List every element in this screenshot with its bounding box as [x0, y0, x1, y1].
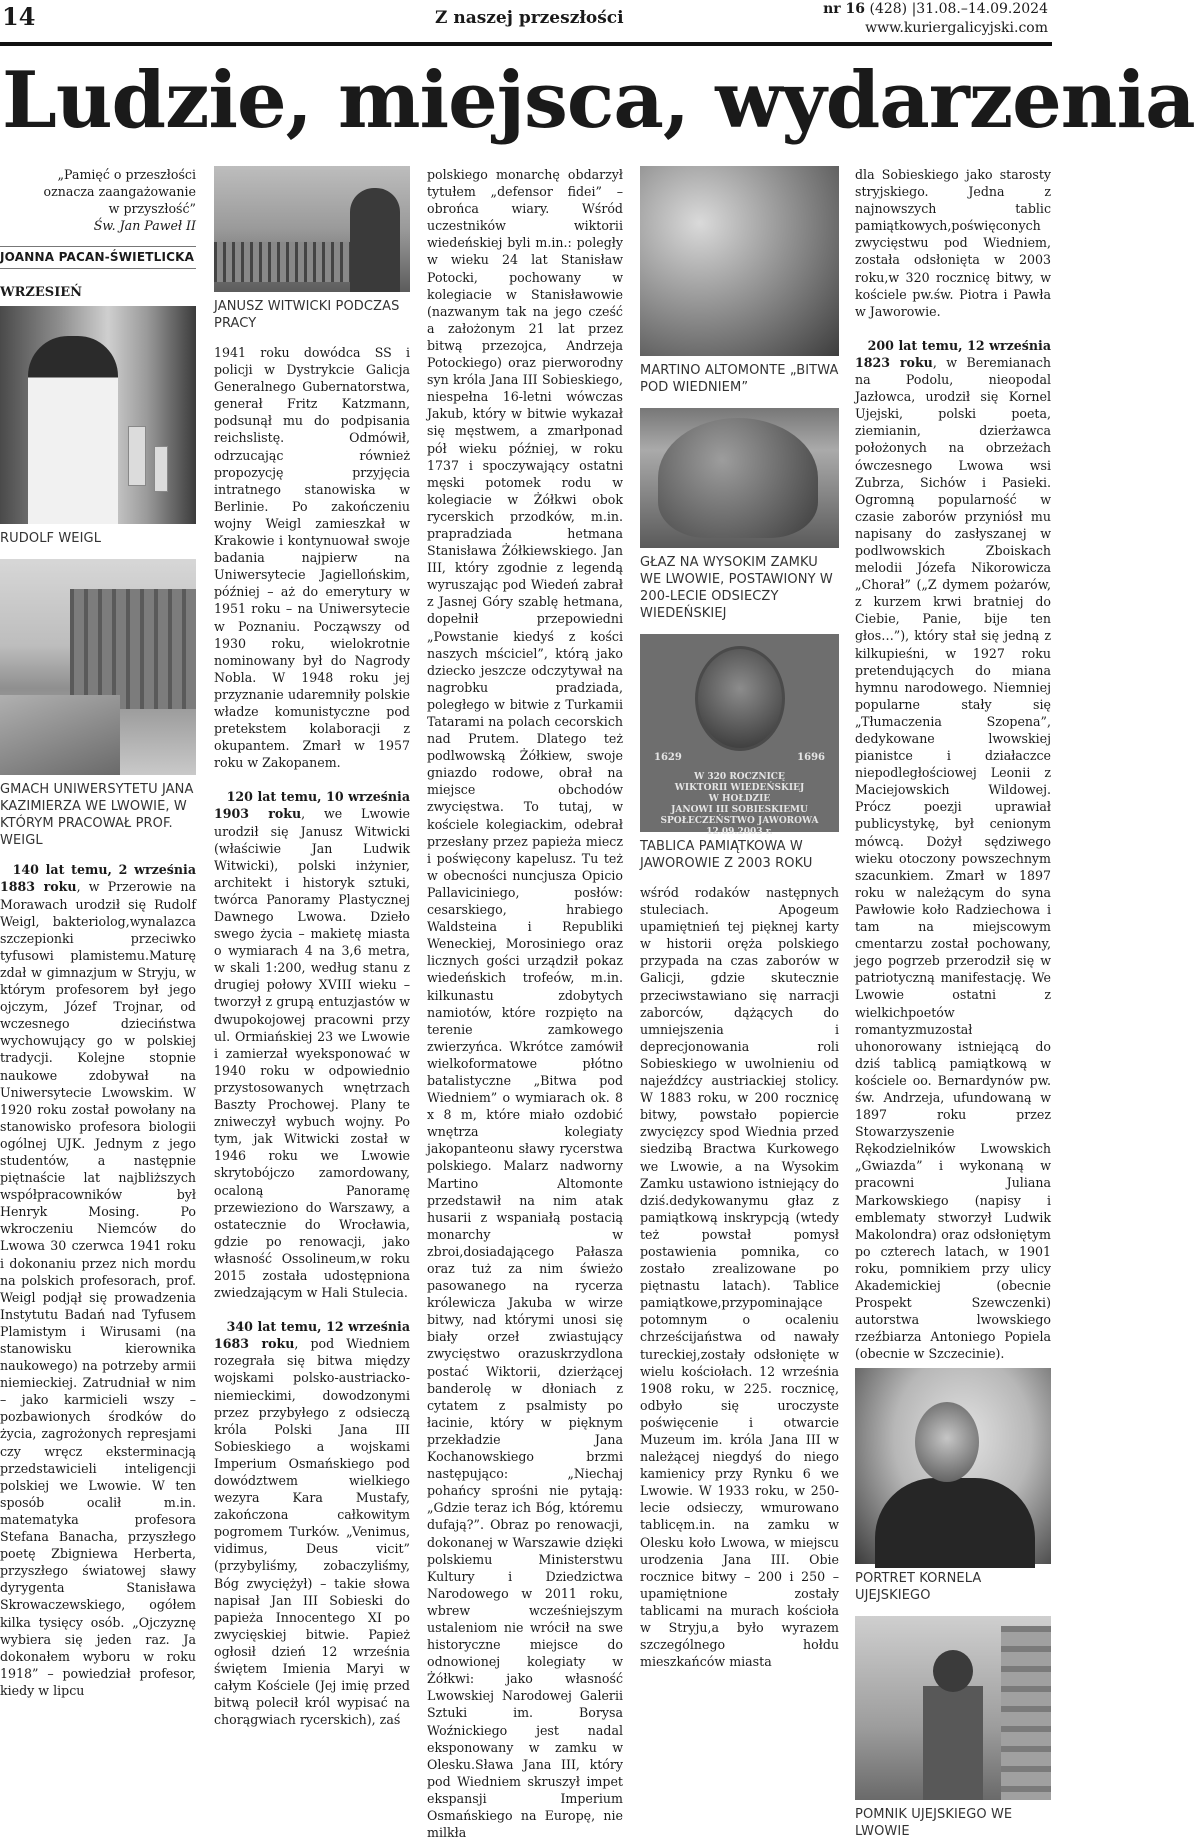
motto-author: Św. Jan Paweł II [93, 218, 196, 234]
photo-witwicki [214, 166, 410, 292]
photo-figure [28, 336, 118, 524]
photo-bottle [154, 446, 168, 492]
article-paragraph [855, 337, 1051, 1363]
article-paragraph: polskiego monarchę obdarzył tytułem „defensor fidei” – obrońca wiary. Wśród uczestników wiktorii wiedeńskiej byli m.in.: poległy w wieku 24 lat Stanisław Potocki, pochowany w kolegiacie w Stanisławowie (nazwanym tak na jego cześć a założonym 21 lat przez bitwą przezojca, Andrzeja Potockiego) oraz pierworodny syn króla Jana III Sobieskiego, niespełna 16-letni wówczas Jakub, który w bitwie wykazał się męstwem, a zmarłponad pół wieku później, w roku 1737 i spoczywający ostatni męski potomek rodu w kolegiacie w Żółkwi obok rycerskich przodków, m.in. prapradziada hetmana Stanisława Żółkiewskiego. Jan III, który zgodnie z legendą wyruszając pod Wiedeń zabrał z Jasnej Góry szablę hetmana, dopełnił przepowiedni „Powstanie kiedyś z kości naszych mściciel”, którą jako dziecko jeszcze odczytywał na nagrobku pradziada, poległego w bitwie z Turkamii Tatarami na polach cecorskich nad Prutem. Dlatego też podlwowską Żółkiew, swoje gniazdo rodowe, obrał na miejsce obchodów zwycięstwa. To tutaj, w kościele kolegiackim, odebrał przesłany przez papieża miecz i poświęcony kapelusz. Tu też w obecności nuncjusza Opicio Pallaviciniego, posłów: cesarskiego, hrabiego Waldsteina i Republiki Weneckiej, Morosiniego oraz licznych gości urządził pokaz wiedeńskich trofeów, m.in. kilkunastu zdobytych namiotów, które rozpięto na terenie zamkowego zwierzyńca. Wkrótce zamówił wielkoformatowe płótno batalistyczne „Bitwa pod Wiedniem” o wymiarach ok. 8 x 8 m, które miało ozdobić wnętrza kolegiaty jakopantеonu sławy rycerstwa polskiego. Malarz nadworny Martino Altomonte przedstawił na nim atak husarii z wspaniałą postacią monarchy w zbroi,dosiadającego Pałasza oraz tuż za nim świeżo pasowanego na rycerza królewicza Jakuba w wirze bitwy, nad którymi unosi się biały orzeł zwiastujący zwycięstwo orazuskrzydlona postać Wiktorii, dzierżącej banderolę w dłoniach z cytatem z psalmisty po łacinie, który w pięknym przekładzie Jana Kochanowskiego brzmi następująco: „Niechaj pohańcy sprośni nie pytają: „Gdzie teraz ich Bóg, któremu dufają?”. Obraz po renowacji, dokonanej w Warszawie dzięki polskiemu Ministerstwu Kultury i Dziedzictwa Narodowego w 2011 roku, wbrew wcześniejszym ustaleniom nie wrócił na swe historyczne miejsce do odnowionej kolegiaty w Żółkwi: jako własność Lwowskiej Narodowej Galerii Sztuki im. Borysa Woźnickiego jest nadal eksponowany w zamku w Olesku.Sława Jana III, który pod Wiedniem skruszył impet ekspansji Imperium Osmańskiego na Europę, nie milkła [427, 167, 623, 1841]
article-paragraph [0, 861, 196, 1699]
monument-pedestal [923, 1686, 983, 1800]
photo-ujejski-portrait [855, 1368, 1051, 1564]
issue-detail: (428) |31.08.–14.09.2024 [865, 1, 1048, 17]
photo-man [350, 188, 400, 292]
page-headline: Ludzie, miejsca, wydarzenia [2, 55, 1195, 146]
photo-rudolf-weigl [0, 306, 196, 524]
plaque-line: W 320 ROCZNICĘ [694, 772, 785, 782]
paragraph-lead: 340 lat temu, 12 września 1683 roku [214, 1319, 410, 1352]
plaque-line: W HOŁDZIE [708, 794, 771, 804]
motto-quote: „Pamięć o przeszłości oznacza zaangażowanie w przyszłość” [43, 167, 196, 217]
paragraph-lead: 200 lat temu, 12 września 1823 roku [855, 337, 1051, 370]
plaque-line: JANOWI III SOBIESKIEMU [671, 805, 808, 815]
article-paragraph: dla Sobieskiego jako starosty stryjskiego. Jedna z najnowszych tablic pamiątkowych,poświęconych zwycięstwu pod Wiedniem, została odsłonięta w 2003 roku,w 320 rocznicę bitwy, w kościele pw.św. Piotra i Pawła w Jaworowie. [855, 167, 1051, 319]
caption-university: GMACH UNIWERSYTETU JANA KAZIMIERZA WE LWOWIE, W KTÓRYM PRACOWAŁ PROF. WEIGL [0, 782, 194, 849]
caption-battle: MARTINO ALTOMONTE „BITWA POD WIEDNIEM” [640, 363, 839, 395]
column-2 [214, 166, 411, 1728]
photo-bottle [128, 426, 146, 486]
portrait-body [875, 1478, 1035, 1568]
column-4 [640, 166, 839, 1670]
photo-road [0, 695, 120, 775]
plaque-portrait [695, 646, 785, 751]
month-heading: WRZESIEŃ [0, 285, 83, 301]
photo-university [0, 559, 196, 775]
monument-building [1001, 1626, 1051, 1800]
byline: JOANNA PACAN-ŚWIETLICKA [0, 246, 196, 269]
photo-building [70, 589, 196, 709]
column-5 [855, 166, 1051, 1840]
page-number: 14 [2, 2, 36, 31]
article-paragraph [214, 788, 410, 1301]
section-title: Z naszej przeszłości [435, 8, 624, 28]
portrait-head [915, 1402, 979, 1482]
plaque-year-left: 1629 [654, 752, 682, 763]
photo-city [214, 242, 364, 282]
caption-monument: POMNIK UJEJSKIEGO WE LWOWIE [855, 1807, 1013, 1840]
column-1 [0, 166, 197, 1698]
plaque-inscription [650, 772, 829, 838]
photo-ujejski-monument [855, 1616, 1051, 1800]
caption-rock: GŁAZ NA WYSOKIM ZAMKU WE LWOWIE, POSTAWIONY W 200-LECIE ODSIECZY WIEDEŃSKIEJ [640, 555, 833, 621]
plaque-year-right: 1696 [797, 752, 825, 763]
caption-weigl: RUDOLF WEIGL [0, 531, 102, 547]
plaque-line: WIKTORII WIEDEŃSKIEJ [674, 783, 805, 793]
issue-info [823, 0, 1048, 38]
website-link[interactable]: www.kuriergalicyjski.com [865, 20, 1048, 36]
article-paragraph [214, 1318, 410, 1728]
paragraph-text: , we Lwowie urodził się Janusz Witwicki (właściwie Jan Ludwik Witwicki), polski inżynier, architekt i historyk sztuki, twórca Panoramy Plastycznej Dawnego Lwowa. Dzieło swego życia – makietę miasta o wymiarach 4 na 3,6 metra, w skali 1:200, według stanu z drugiej połowy XVIII wieku – tworzył z grupą entuzjastów w dwupokojowej pracowni przy ul. Ormiańskiej 23 we Lwowie i zamierzał wyeksponować w 1940 roku w odpowiednio przystosowanych wnętrzach Baszty Prochowej. Plany te zniweczył wybuch wojny. Po tym, jak Witwicki został w 1946 roku we Lwowie skrytobójczo zamordowany, ocaloną Panoramę przewieziono do Warszawy, a ostatecznie do Wrocławia, gdzie po renowacji, jako własność Ossolineum,w roku 2015 została udostępniona zwiedzającym w Hali Stulecia. [214, 806, 410, 1301]
paragraph-lead: 140 lat temu, 2 września 1883 roku [0, 862, 196, 895]
photo-stone [658, 418, 818, 538]
paragraph-text: , w Przerowie na Morawach urodził się Rudolf Weigl, bakteriolog,wynalazca szczepionki przeciwko tyfusowi plamistemu.Maturę zdał w gimnazjum w Stryju, w którym profesorem był jego ojczym, Józef Trojnar, od wczesnego dzieciństwa wychowujący go w polskiej tradycji. Kolejne stopnie naukowe zdobywał na Uniwersytecie Lwowskim. W 1920 roku został powołany na stanowisko profesora biologii ogólnej UJK. Jednym z jego studentów, a następnie piętnaście lat najbliższych współpracowników był Henryk Mosing. Po wkroczeniu Niemców do Lwowa 30 czerwca 1941 roku i dokonaniu przez nich mordu na polskich profesorach, prof. Weigl podjął się prowadzenia Instytutu Badań nad Tyfusem Plamistym i Wirusami (na stanowisku kierownika naukowego) na potrzeby armii niemieckiej. Zatrudniał w nim – jako karmicieli wszy – pozbawionych środków do życia, zagrożonych represjami czy wręcz eksterminacją przedstawicieli inteligencji polskiej we Lwowie. W ten sposób ocalił m.in. matematyka profesora Stefana Banacha, przyszłego poetę Zbigniewa Herberta, przyszłego światowej sławy dyrygenta Stanisława Skrowaczewskiego, ogółem kilka tysięcy osób. „Ojczyznę wybiera się jeden raz. Ja dokonałem wyboru w roku 1918” – powiedział profesor, kiedy w lipcu [0, 879, 197, 1698]
photo-rock [640, 408, 839, 548]
caption-plaque: TABLICA PAMIĄTKOWA W JAWOROWIE Z 2003 ROKU [640, 839, 813, 871]
caption-portrait: PORTRET KORNELA UJEJSKIEGO [855, 1571, 982, 1604]
plaque-line: 12.09.2003 r. [706, 827, 773, 837]
paragraph-text: , pod Wiedniem rozegrała się bitwa między wojskami polsko-austriacko-niemieckimi, dowodzonymi przez przybyłego z odsieczą króla Polski Jana III Sobieskiego a wojskami Imperium Osmańskiego pod dowództwem wielkiego wezyra Kara Mustafy, zakończona całkowitym pogromem Turków. „Venimus, vidimus, Deus vicit” (przybyliśmy, zobaczyliśmy, Bóg zwyciężył) – takie słowa napisał Jan III Sobieski do papieża Innocentego XI po zwycięskiej bitwie. Papież ogłosił dzień 12 września świętem Imienia Maryi w całym Kościele (Jej imię przed bitwą polecił król wypisać na chorągwiach rycerskich), zaś [214, 1336, 411, 1728]
photo-plaque [640, 634, 839, 837]
article-paragraph: wśród rodaków następnych stuleciach. Apogeum upamiętnień tej pięknej karty w historii oręża polskiego przypada na czas zaborów w Galicji, gdzie skutecznie przeciwstawiano się narracji zaborców, dążących do umniejszenia i deprecjonowania roli Sobieskiego w uwolnieniu od najeźdźcy austriackiej stolicy. W 1883 roku, w 200 rocznicę bitwy, powstało popierсie zwycięzcy spod Wiednia przed siedzibą Bractwa Kurkowego we Lwowie, a na Wysokim Zamku ustawiono istniejący do dziś.dedykowanymu głaz z pamiątkową inskrypcją (wtedy też powstał pomysł postawienia pomnika, co zostało zrealizowane po piętnastu latach). Tablice pamiątkowe,przypominające potomnym o ocaleniu chrześcijaństwa od nawały tureckiej,zostały odsłonięte w wielu kościołach. 12 września 1908 roku, w 225. rocznicę, odbyło się uroczyste poświęcenie i otwarcie Muzeum im. króla Jana III w należącej niegdyś do niego kamienicy przy Rynku 6 we Lwowie. W 1933 roku, w 250-lecie odsieczy, wmurowano tablicęm.in. na zamku w Olesku koło Lwowa, w miejscu urodzenia Jana III. Obie rocznice bitwy – 200 i 250 – upamiętnione zostały tablicami na murach kościoła w Stryju,a było wyrazem szczególnego hołdu mieszkańców miasta [640, 885, 839, 1670]
column-3 [427, 166, 623, 1841]
plaque-line: SPOŁECZEŃSTWO JAWOROWA [660, 816, 819, 826]
header-rule [0, 42, 1052, 46]
caption-witwicki: JANUSZ WITWICKI PODCZAS PRACY [214, 299, 400, 331]
issue-number: nr 16 [823, 1, 866, 17]
photo-battle-painting [640, 166, 839, 356]
paragraph-lead: 120 lat temu, 10 września 1903 roku [214, 789, 410, 822]
paragraph-text: , w Beremianach na Podolu, nieopodal Jazłowca, urodził się Kornel Ujejski, polski poeta, ziemianin, dzierżawca położonych na obrzeżach ówczesnego Lwowa wsi Zubrza, Sichów i Pasieki. Ogromną popularność w czasie zaborów przyniósł mu napisany do zasłyszanej w podlwowskich Zboiskach melodii Józefa Nikorowicza „Chorał” („Z dymem pożarów, z kurzem krwi bratniej do Ciebie, Panie, bije ten głos…”), który stał się jedną z kilkupieśni, w 1927 roku pretendujących do miana hymnu narodowego. Niemniej popularne stały się „Tłumaczenia Szopena”, dedykowane lwowskiej pianistce i działaczce niepodległościowej Leonii z Maciejowskich Wildowej. Prócz poezji uprawiał publicystykę, był cenionym mówcą. Dożył sędziwego wieku otoczony powszechnym szacunkiem. Zmarł w 1897 roku w należącym do syna Pawłowie koło Radziechowa i tam na miejscowym cmentarzu został pochowany, jego pogrzeb przerodził się w patriotyczną manifestację. We Lwowie ostatni z wielkichpoetów romantyzmuzostał uhonorowany istniejącą do dziś tablicą pamiątkową w kościele oo. Bernardynów pw. św. Andrzeja, ufundowaną w 1897 roku przez Stowarzyszenie Rękodzielników Lwowskich „Gwiazda” i wykonaną w pracowni Juliana Markowskiego (napisy i emblematy stworzył Ludwik Makolondra) oraz odsłoniętym po czterech latach, w 1901 roku, pomnikiem przy ulicy Akademickiej (obecnie Prospekt Szewczenki) autorstwa lwowskiego rzeźbiarza Antoniego Popiela (obecnie w Szczecinie). [855, 354, 1051, 1362]
article-paragraph: 1941 roku dowódca SS i policji w Dystrykcie Galicja Generalnego Gubernatorstwa, generał Fritz Katzmann, podsunął mu do podpisania reichslistę. Odmówił, odrzucając również propozycję przyjęcia intratnego stanowiska w Berlinie. Po zakończeniu wojny Weigl zamieszkał w Krakowie i kontynuował swoje badania najpierw na Uniwersytecie Jagiellońskim, później – aż do emerytury w 1951 roku – na Uniwersytecie w Poznaniu. Począwszy od 1930 roku, wielokrotnie nominowany był do Nagrody Nobla. W 1948 roku jej przyznanie udaremniły polskie władze komunistyczne pod pretekstem kolaboracji z okupantem. Zmarł w 1957 roku w Zakopanem. [214, 345, 410, 771]
motto [0, 166, 196, 234]
